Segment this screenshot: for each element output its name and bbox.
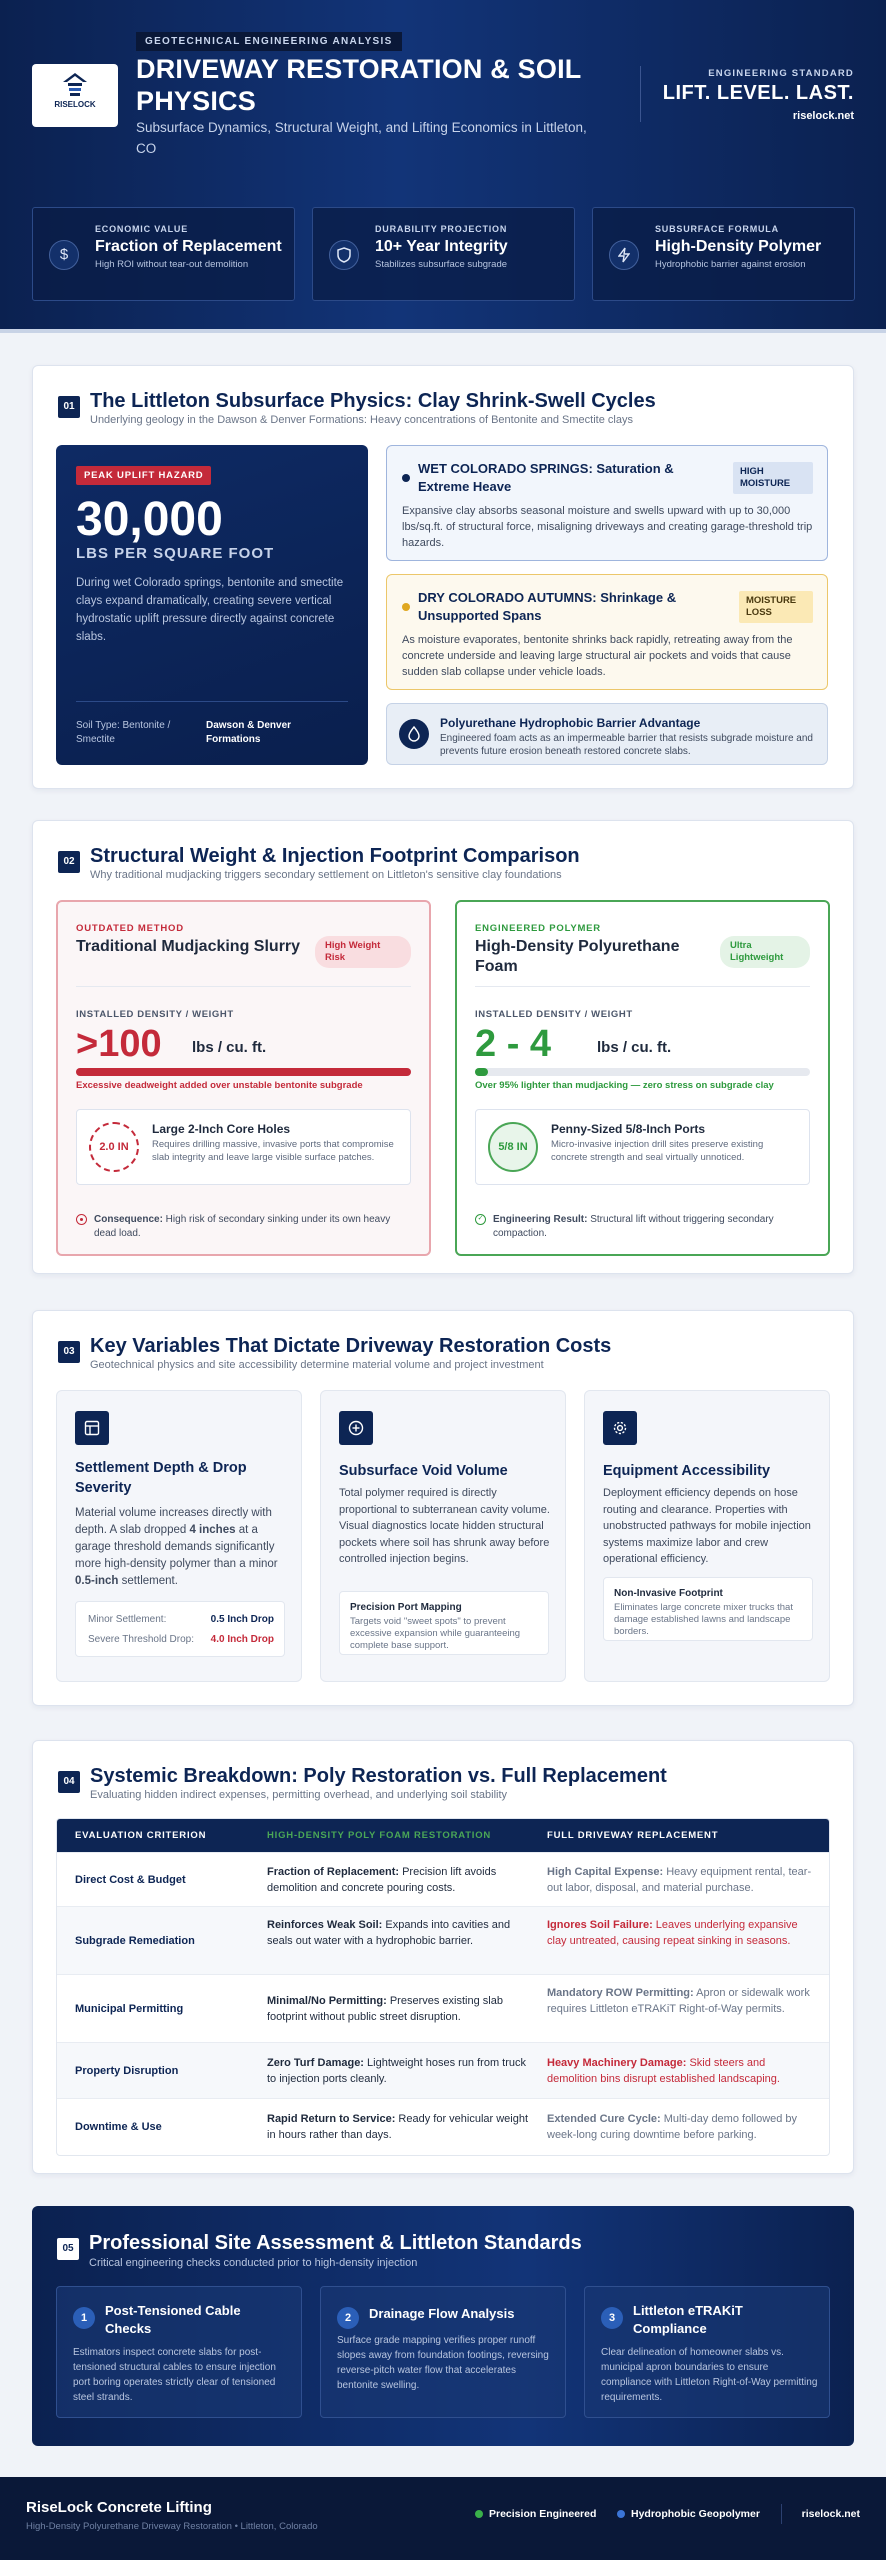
body-text: at a garage threshold demands significantly more high-density polymer than a minor [75, 1524, 278, 1570]
replacement-cell [547, 2111, 812, 2143]
mini-desc: Targets void "sweet spots" to prevent excessive expansion while guaranteeing complete base support. [350, 1616, 521, 1651]
mini-title: Precision Port Mapping [350, 1602, 462, 1613]
section-number: 01 [58, 396, 80, 418]
consequence-text [76, 1213, 406, 1241]
hole-title: Penny-Sized 5/8-Inch Ports [551, 1122, 706, 1136]
hero-divider [640, 66, 641, 122]
consequence-label: Consequence: [94, 1214, 163, 1225]
void-volume-card [320, 1390, 566, 1682]
cell-emphasis: Heavy Machinery Damage: [547, 2057, 687, 2069]
check-circle-icon: ✓ [475, 1214, 486, 1225]
assessment-card [320, 2286, 566, 2418]
cell-emphasis: Ignores Soil Failure: [547, 1919, 653, 1931]
settlement-depth-card [56, 1390, 302, 1682]
card-label: SUBSURFACE FORMULA [655, 224, 779, 234]
pu-barrier-desc: Engineered foam acts as an impermeable barrier that resists subgrade moisture and prevents future erosion beneath restored concrete slabs. [440, 733, 813, 757]
table-header [57, 1819, 830, 1853]
poly-cell [267, 1917, 532, 1949]
droplet-icon [399, 719, 429, 749]
hole-title: Large 2-Inch Core Holes [152, 1122, 291, 1136]
cell-emphasis: Rapid Return to Service: [267, 2113, 396, 2125]
density-value: >100 [76, 1023, 162, 1065]
table-row [57, 1907, 830, 1975]
assessment-card [56, 2286, 302, 2418]
mini-desc: Eliminates large concrete mixer trucks that damage established lawns and landscape borders. [614, 1602, 793, 1637]
card-value: High-Density Polymer [655, 238, 822, 255]
density-bar-fill [76, 1068, 411, 1076]
high-moisture-badge: HIGH MOISTURE [733, 462, 813, 494]
result-body: Structural lift without triggering secondary compaction. [493, 1214, 774, 1239]
logo-text: RISELOCK [54, 100, 96, 109]
section-number: 03 [58, 1341, 80, 1363]
card-label: DURABILITY PROJECTION [375, 224, 508, 234]
step-number: 3 [601, 2307, 623, 2329]
poly-cell [267, 1864, 532, 1896]
severe-drop-value: 4.0 Inch Drop [210, 1634, 274, 1645]
card-body: Deployment efficiency depends on hose routing and clearance. Properties with unobstructed pathways for mobile injection systems maximize labor and crew operational efficiency. [603, 1487, 811, 1565]
section-subtitle: Underlying geology in the Dawson & Denver Formations: Heavy concentrations of Bentonite and Smectite clays [90, 414, 633, 426]
section-subtitle: Geotechnical physics and site accessibility determine material volume and project investment [90, 1359, 544, 1371]
hole-size-icon: 5/8 IN [488, 1122, 538, 1172]
gear-icon [603, 1411, 637, 1445]
card-desc: Stabilizes subsurface subgrade [375, 259, 508, 270]
section-title: Professional Site Assessment & Littleton Standards [89, 2232, 582, 2254]
section-number: 02 [58, 851, 80, 873]
cell-text: Leaves underlying expansive clay untreated, causing repeat sinking in seasons. [547, 1919, 798, 1947]
step-desc: Estimators inspect concrete slabs for post-tensioned structural cables to ensure injection port boring operates strictly clear of tensioned steel strands. [73, 2347, 276, 2403]
wet-springs-title: WET COLORADO SPRINGS: Saturation & Extreme Heave [418, 461, 674, 494]
layout-icon [75, 1411, 109, 1445]
card-body [75, 1505, 287, 1590]
card-desc: High ROI without tear-out demolition [95, 259, 249, 270]
port-mapping-box [339, 1591, 549, 1655]
section-number: 04 [58, 1771, 80, 1793]
cell-emphasis: Extended Cure Cycle: [547, 2113, 661, 2125]
criterion-cell: Property Disruption [75, 2065, 179, 2077]
consequence-body: High risk of secondary sinking under its own heavy dead load. [94, 1214, 391, 1239]
cell-text: Expands into cavities and seals out water with a hydrophobic barrier. [267, 1919, 511, 1947]
cell-text: Heavy equipment rental, tear-out labor, disposal, and material purchase. [547, 1866, 812, 1894]
footer-tag-hydrophobic: Hydrophobic Geopolymer [631, 2508, 760, 2520]
peak-description: During wet Colorado springs, bentonite and smectite clays expand dramatically, creating severe vertical hydrostatic uplift pressure directly against concrete slabs. [76, 577, 344, 643]
method-name: High-Density Polyurethane Foam [475, 938, 680, 975]
method-name: Traditional Mudjacking Slurry [76, 938, 301, 955]
moisture-loss-badge: MOISTURE LOSS [739, 591, 813, 623]
cell-emphasis: Minimal/No Permitting: [267, 1995, 387, 2007]
shield-icon [329, 240, 359, 270]
table-row [57, 1975, 830, 2043]
dry-autumns-title: DRY COLORADO AUTUMNS: Shrinkage & Unsupported Spans [418, 590, 677, 623]
minor-settlement-value: 0.5 Inch Drop [210, 1614, 274, 1625]
page-subtitle: Subsurface Dynamics, Structural Weight, and Lifting Economics in Littleton, CO [136, 120, 587, 156]
dry-autumns-card [386, 574, 828, 690]
bullet-dot-icon [402, 474, 410, 482]
peak-hazard-tag: PEAK UPLIFT HAZARD [76, 466, 211, 485]
table-row [57, 2099, 830, 2155]
section-title: Key Variables That Dictate Driveway Restoration Costs [90, 1335, 612, 1357]
section-subtitle: Evaluating hidden indirect expenses, permitting overhead, and underlying soil stability [90, 1789, 508, 1801]
standard-url-link[interactable]: riselock.net [792, 110, 854, 122]
density-value: 2 - 4 [475, 1023, 552, 1065]
footer-tagline: High-Density Polyurethane Driveway Restoration • Littleton, Colorado [26, 2521, 318, 2532]
step-desc: Surface grade mapping verifies proper runoff slopes away from foundation footings, reversing reverse-pitch water flow that accelerates bentonite swelling. [337, 2335, 549, 2391]
cell-emphasis: High Capital Expense: [547, 1866, 664, 1878]
polyurethane-barrier-card [386, 703, 828, 765]
peak-uplift-card [56, 445, 368, 765]
criterion-cell: Downtime & Use [75, 2121, 162, 2133]
riselock-logo[interactable] [32, 64, 118, 127]
bolt-icon [609, 240, 639, 270]
engineering-result-text [475, 1213, 805, 1241]
cell-text: Skid steers and demolition bins disrupt established landscaping. [547, 2057, 780, 2085]
section-number: 05 [57, 2238, 79, 2260]
hole-desc: Requires drilling massive, invasive ports that compromise slab integrity and leave large visible surface patches. [152, 1139, 394, 1163]
non-invasive-box [603, 1577, 813, 1641]
criterion-cell: Direct Cost & Budget [75, 1874, 186, 1886]
soil-type-value: Dawson & Denver Formations [206, 720, 292, 745]
pu-barrier-title: Polyurethane Hydrophobic Barrier Advantage [440, 716, 701, 730]
divider [76, 986, 411, 987]
hero-header [0, 0, 886, 333]
hole-desc: Micro-invasive injection drill sites preserve existing concrete strength and seal virtually unnoticed. [551, 1139, 764, 1163]
cell-emphasis: Fraction of Replacement: [267, 1866, 400, 1878]
ultra-lightweight-badge: Ultra Lightweight [720, 936, 810, 968]
economic-value-card [32, 207, 295, 301]
divider [475, 986, 810, 987]
plus-circle-icon [339, 1411, 373, 1445]
section-site-assessment [32, 2206, 854, 2446]
mini-title: Non-Invasive Footprint [614, 1588, 723, 1599]
blue-dot-icon [617, 2510, 625, 2518]
card-value: 10+ Year Integrity [375, 238, 508, 255]
density-note: Over 95% lighter than mudjacking — zero stress on subgrade clay [475, 1080, 774, 1091]
assessment-card [584, 2286, 830, 2418]
density-bar [475, 1068, 810, 1076]
step-number: 1 [73, 2307, 95, 2329]
equipment-access-card [584, 1390, 830, 1682]
page-footer [0, 2477, 886, 2560]
replacement-cell [547, 1864, 812, 1896]
density-bar [76, 1068, 411, 1076]
density-bar-fill [475, 1068, 488, 1076]
header-poly: HIGH-DENSITY POLY FOAM RESTORATION [267, 1830, 492, 1841]
section-title: The Littleton Subsurface Physics: Clay Shrink-Swell Cycles [90, 390, 656, 412]
engineering-standard [663, 68, 854, 122]
wet-springs-card [386, 445, 828, 561]
mudjacking-card [56, 900, 431, 1256]
footer-brand: RiseLock Concrete Lifting [26, 2499, 212, 2516]
header-criterion: EVALUATION CRITERION [75, 1830, 207, 1841]
section-title: Systemic Breakdown: Poly Restoration vs. Full Replacement [90, 1765, 667, 1787]
cell-emphasis: Zero Turf Damage: [267, 2057, 364, 2069]
cell-text: Apron or sidewalk work requires Littleton eTRAKiT Right-of-Way permits. [547, 1987, 810, 2015]
section-title: Structural Weight & Injection Footprint Comparison [90, 845, 580, 867]
header-replacement: FULL DRIVEWAY REPLACEMENT [547, 1830, 719, 1841]
cell-text: Ready for vehicular weight in hours rather than days. [267, 2113, 529, 2141]
soil-type-label: Soil Type: Bentonite / Smectite [76, 720, 171, 745]
step-title: Littleton eTRAKiT Compliance [633, 2303, 743, 2336]
body-text: Material volume increases directly with depth. A slab dropped [75, 1507, 272, 1536]
method-label: ENGINEERED POLYMER [475, 923, 601, 934]
body-emphasis: 4 inches [189, 1524, 236, 1536]
section-subtitle: Why traditional mudjacking triggers secondary settlement on Littleton's sensitive clay foundations [90, 869, 562, 881]
table-row [57, 2043, 830, 2099]
severe-drop-label: Severe Threshold Drop: [88, 1634, 194, 1645]
body-text: settlement. [118, 1575, 178, 1587]
step-desc: Clear delineation of homeowner slabs vs. municipal apron boundaries to ensure compliance with Littleton Right-of-Way permitting requirements. [601, 2347, 818, 2403]
density-unit: lbs / cu. ft. [192, 1039, 267, 1056]
port-size-box [475, 1109, 810, 1185]
dollar-icon: $ [49, 240, 79, 270]
step-number: 2 [337, 2307, 359, 2329]
hole-size-icon: 2.0 IN [89, 1122, 139, 1172]
replacement-cell [547, 1917, 812, 1949]
cell-emphasis: Reinforces Weak Soil: [267, 1919, 383, 1931]
density-unit: lbs / cu. ft. [597, 1039, 672, 1056]
cell-text: Lightweight hoses run from truck to injection ports cleanly. [267, 2057, 527, 2085]
card-title: Equipment Accessibility [603, 1463, 771, 1479]
high-weight-risk-badge: High Weight Risk [315, 936, 411, 968]
subsurface-formula-card [592, 207, 855, 301]
peak-value: 30,000 [76, 493, 223, 546]
divider [76, 701, 348, 702]
section-subtitle: Critical engineering checks conducted prior to high-density injection [89, 2257, 418, 2269]
card-body: Total polymer required is directly proportional to subterranean cavity volume. Visual diagnostics locate hidden structural pockets where soil has shrunk away before controlled injection begins. [339, 1487, 550, 1565]
durability-card [312, 207, 575, 301]
cell-text: Preserves existing slab footprint without public street disruption. [267, 1995, 503, 2023]
card-title: Subsurface Void Volume [339, 1463, 508, 1479]
step-title: Drainage Flow Analysis [369, 2306, 515, 2321]
poly-cell [267, 2055, 532, 2087]
density-label: INSTALLED DENSITY / WEIGHT [76, 1009, 234, 1020]
page-title: DRIVEWAY RESTORATION & SOIL PHYSICS [136, 54, 581, 116]
cell-emphasis: Mandatory ROW Permitting: [547, 1987, 694, 1999]
green-dot-icon [475, 2510, 483, 2518]
body-emphasis: 0.5-inch [75, 1575, 119, 1587]
dry-autumns-desc: As moisture evaporates, bentonite shrinks back rapidly, retreating away from the concrete underside and leaving large structural air pockets and voids that cause sudden slab collapse under vehicle loads. [402, 634, 793, 678]
table-row [57, 1853, 830, 1907]
logo-house-icon [61, 70, 89, 100]
replacement-cell [547, 2055, 812, 2087]
footer-divider [781, 2504, 782, 2524]
footer-url-link[interactable]: riselock.net [801, 2508, 860, 2520]
bullet-dot-icon [402, 603, 410, 611]
card-label: ECONOMIC VALUE [95, 224, 189, 234]
wet-springs-desc: Expansive clay absorbs seasonal moisture and swells upward with up to 30,000 lbs/sq.ft. of structural force, misaligning driveways and creating garage-threshold trip hazards. [402, 505, 813, 549]
poly-cell [267, 1993, 532, 2025]
method-label: OUTDATED METHOD [76, 923, 184, 934]
standard-label: ENGINEERING STANDARD [708, 68, 854, 79]
card-value: Fraction of Replacement [95, 238, 282, 255]
polyurethane-card [455, 900, 830, 1256]
density-note: Excessive deadweight added over unstable bentonite subgrade [76, 1080, 363, 1091]
minor-settlement-label: Minor Settlement: [88, 1614, 167, 1625]
drop-severity-box [75, 1601, 285, 1657]
footer-tag-precision: Precision Engineered [489, 2508, 597, 2520]
cell-text: Multi-day demo followed by week-long curing downtime before parking. [547, 2113, 798, 2141]
density-label: INSTALLED DENSITY / WEIGHT [475, 1009, 633, 1020]
criterion-cell: Subgrade Remediation [75, 1935, 195, 1947]
result-label: Engineering Result: [493, 1214, 588, 1225]
comparison-table [56, 1818, 830, 2156]
cell-text: Precision lift avoids demolition and concrete pouring costs. [267, 1866, 497, 1894]
card-desc: Hydrophobic barrier against erosion [655, 259, 806, 270]
step-title: Post-Tensioned Cable Checks [105, 2303, 241, 2336]
criterion-cell: Municipal Permitting [75, 2003, 184, 2015]
hero-badge: GEOTECHNICAL ENGINEERING ANALYSIS [136, 32, 402, 51]
peak-unit: LBS PER SQUARE FOOT [76, 545, 275, 562]
card-title: Settlement Depth & Drop Severity [75, 1460, 247, 1496]
replacement-cell [547, 1985, 812, 2017]
core-hole-box [76, 1109, 411, 1185]
standard-value: LIFT. LEVEL. LAST. [662, 82, 854, 104]
poly-cell [267, 2111, 532, 2143]
